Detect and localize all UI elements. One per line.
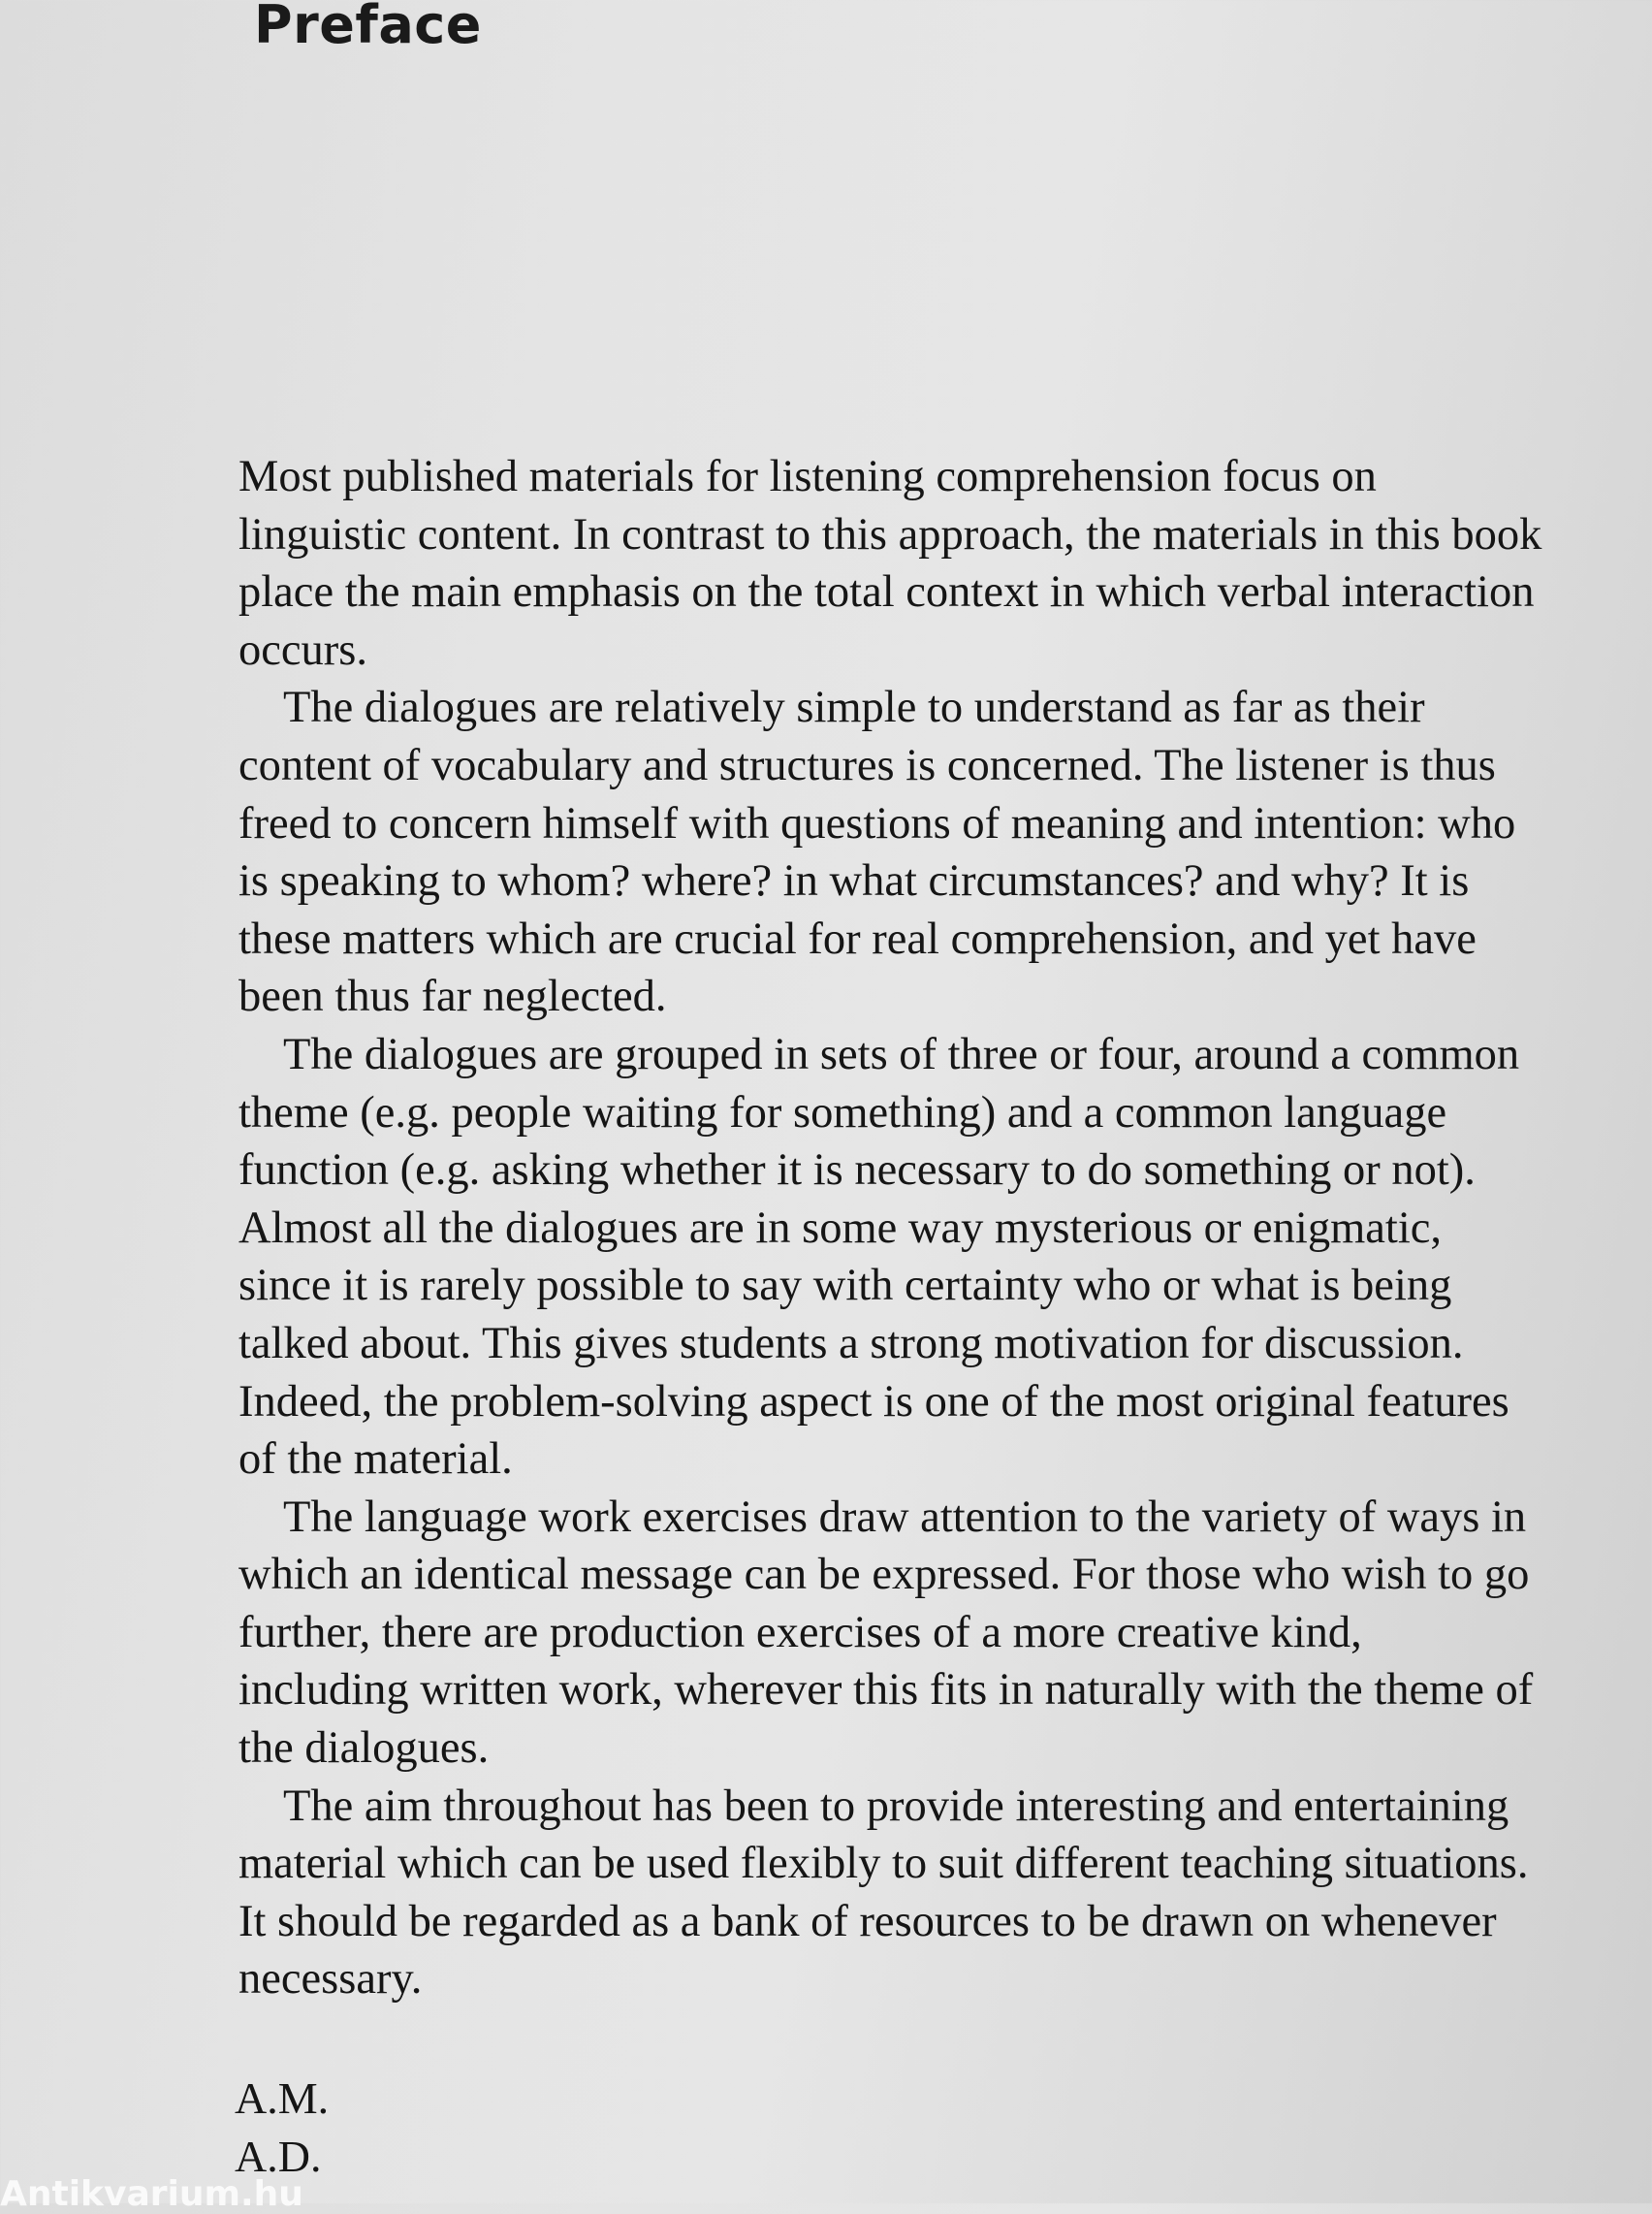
page-title: Preface [254,0,482,55]
paragraph-4: The language work exercises draw attention to the variety of ways in which an identical message can be expressed. For those who wish to go further, there are production exercises of a more creative kind, including written work, wherever this fits in naturally with the theme of the dialogues. [238,1492,1534,1774]
paragraph-5: The aim throughout has been to provide interesting and entertaining material which can be used flexibly to suit different teaching situations. It should be regarded as a bank of resources to be drawn on whenever necessary. [238,1781,1529,2005]
paragraph-3: The dialogues are grouped in sets of three or four, around a common theme (e.g. people waiting for something) and a common language function (e.g. asking whether it is necessary to do something or not). Almost all the dialogues are in some way mysterious or enigmatic, since it is rarely possible to say with certainty who or what is being talked about. This gives students a strong motivation for discussion. Indeed, the problem-solving aspect is one of the most original features of the material. [238,1029,1520,1485]
paragraph-1: Most published materials for listening comprehension focus on linguistic content. In contrast to this approach, the materials in this book place the main emphasis on the total context in which verbal interaction occurs. [238,452,1542,675]
paragraph-2: The dialogues are relatively simple to understand as far as their content of vocabulary and structures is concerned. The listener is thus freed to concern himself with questions of meaning and intention: who is speaking to whom? where? in what circumstances? and why? It is these matters which are crucial for real comprehension, and yet have been thus far neglected. [238,683,1516,1022]
author-initials [235,2070,329,2186]
signature-1: A.M. [235,2073,330,2123]
signature-2: A.D. [235,2132,322,2181]
preface-body [238,448,1542,2008]
watermark: Antikvarium.hu [0,2174,303,2214]
